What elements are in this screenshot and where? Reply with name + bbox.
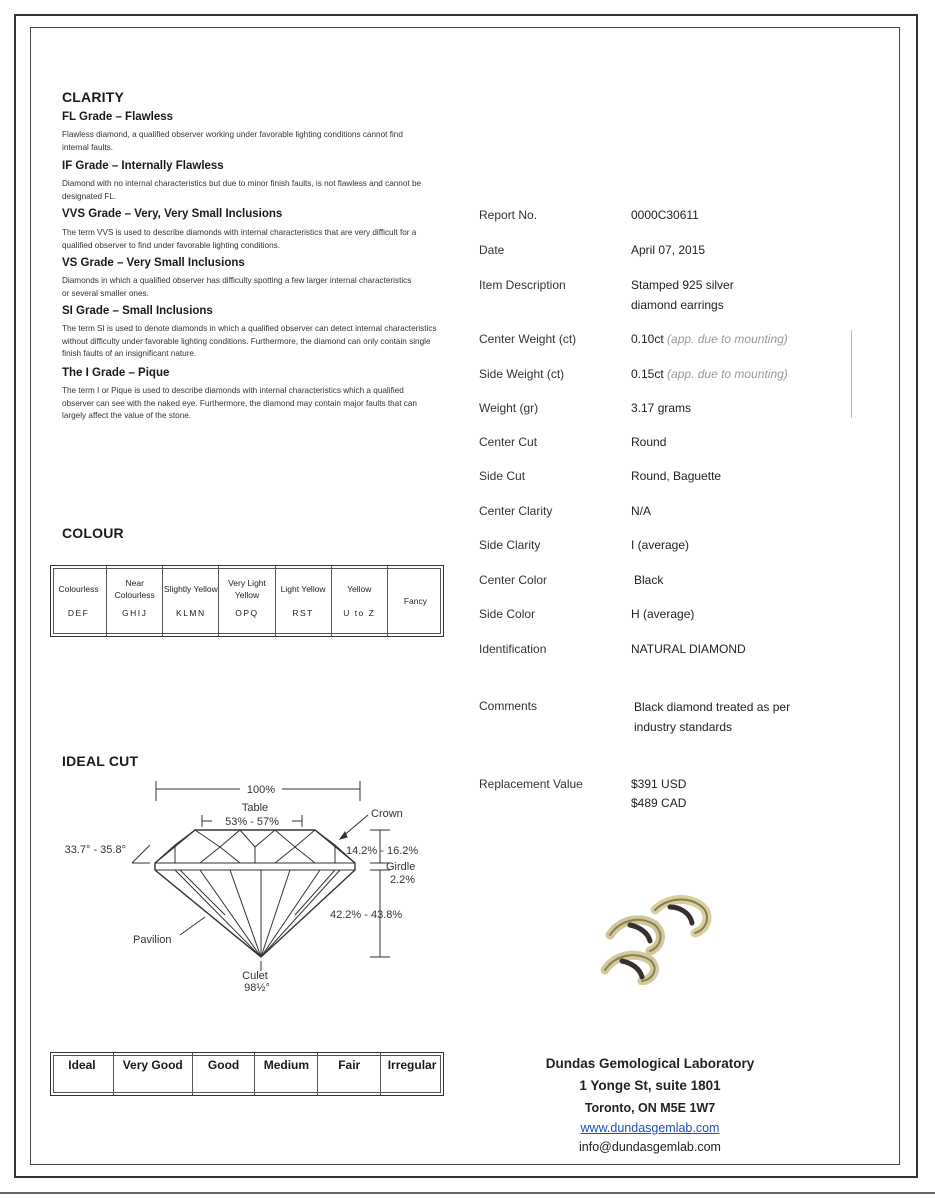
lab-email[interactable]: info@dundasgemlab.com	[579, 1140, 721, 1154]
ideal-cut-title: IDEAL CUT	[62, 753, 139, 769]
center-clarity-label: Center Clarity	[479, 504, 553, 518]
colour-cell	[51, 566, 107, 636]
cut-grade-cell: Ideal	[51, 1053, 114, 1095]
grade-si-text: The term SI is used to denote diamonds in which a qualified observer can detect internal characteristics without difficulty under favorable lighting conditions. Furthermore, the diamond can only contain single finish faults of an insignificant nature.	[62, 324, 437, 358]
colour-cell	[163, 566, 219, 636]
colour-cell	[332, 566, 388, 636]
girdle-value-label: 2.2%	[390, 874, 416, 886]
grade-vs-text: Diamonds in which a qualified observer has difficulty spotting a few larger internal characteristics or several smaller ones.	[62, 276, 412, 298]
lab-address-2: Toronto, ON M5E 1W7	[584, 1101, 716, 1115]
colour-cell	[388, 566, 443, 636]
side-color-label: Side Color	[479, 607, 536, 621]
item-description-value: Stamped 925 silver	[631, 278, 734, 292]
side-weight-label: Side Weight (ct)	[479, 367, 565, 381]
item-description-label: Item Description	[479, 278, 566, 292]
center-color-label: Center Color	[479, 573, 548, 587]
side-weight-note: (app. due to mounting)	[667, 367, 788, 381]
colour-cell-grades: OPQ	[235, 608, 259, 618]
side-color-value: H (average)	[631, 607, 695, 621]
grade-fl-heading: FL Grade – Flawless	[62, 111, 174, 123]
colour-cell-name: Yellow	[347, 584, 372, 594]
crown-angle-label: 33.7° - 35.8°	[64, 844, 126, 856]
item-description-value-2: diamond earrings	[631, 298, 724, 312]
lab-name: Dundas Gemological Laboratory	[545, 1056, 755, 1071]
lab-website-link[interactable]: www.dundasgemlab.com	[580, 1121, 720, 1135]
colour-cell-name: Near Colourless	[114, 578, 155, 600]
culet-label: Culet	[242, 970, 268, 982]
grade-if-heading: IF Grade – Internally Flawless	[62, 160, 224, 172]
identification-value: NATURAL DIAMOND	[631, 642, 746, 656]
cut-grade-table	[50, 1052, 444, 1096]
side-cut-label: Side Cut	[479, 469, 526, 483]
replacement-value-label: Replacement Value	[479, 777, 583, 791]
comments-value: Black diamond treated as per	[634, 700, 791, 714]
pavilion-label: Pavilion	[133, 934, 172, 946]
colour-title: COLOUR	[62, 525, 124, 541]
date-label: Date	[479, 243, 505, 257]
center-color-value: Black	[634, 573, 664, 587]
report-no-value: 0000C30611	[631, 208, 699, 222]
colour-cell-name: Light Yellow	[280, 584, 326, 594]
table-label: Table	[241, 802, 269, 814]
pavilion-depth-label: 42.2% - 43.8%	[330, 909, 403, 921]
weight-label: Weight (gr)	[479, 401, 539, 415]
grade-i-text: The term I or Pique is used to describe diamonds with internal characteristics which a qualified observer can see with the naked eye. Furthermore, the diamond may contain major faults that can largely affect the value of the stone.	[62, 386, 417, 420]
grade-si-heading: SI Grade – Small Inclusions	[62, 305, 213, 317]
colour-cell-grades: RST	[292, 608, 314, 618]
side-clarity-value: I (average)	[631, 538, 690, 552]
grade-fl-text: Flawless diamond, a qualified observer working under favorable lighting conditions cannot find internal faults.	[62, 130, 403, 152]
date-value: April 07, 2015	[631, 243, 706, 257]
colour-scale-table	[50, 565, 444, 637]
crown-label: Crown	[371, 808, 403, 820]
report-no-label: Report No.	[479, 208, 538, 222]
colour-cell-name: Very Light Yellow	[228, 578, 266, 600]
grade-i-heading: The I Grade – Pique	[62, 367, 170, 379]
side-clarity-label: Side Clarity	[479, 538, 541, 552]
identification-label: Identification	[479, 642, 547, 656]
center-weight-label: Center Weight (ct)	[479, 332, 577, 346]
width-label: 100%	[246, 784, 276, 796]
earrings-photo	[600, 885, 720, 985]
cut-grade-cell: Fair	[318, 1053, 381, 1095]
center-weight-row	[631, 329, 788, 349]
clarity-title: CLARITY	[62, 89, 125, 105]
ideal-cut-diagram	[50, 775, 450, 1000]
grade-vvs-text: The term VVS is used to describe diamonds with internal characteristics that are very difficult for a qualified observer to find under favorable lighting conditions.	[62, 228, 417, 250]
lab-address-1: 1 Yonge St, suite 1801	[579, 1078, 721, 1093]
cut-grade-cell: Good	[193, 1053, 256, 1095]
table-range-label: 53% - 57%	[225, 816, 279, 828]
colour-cell-name: Fancy	[403, 596, 427, 606]
center-weight-note: (app. due to mounting)	[667, 332, 788, 346]
scan-edge-line	[0, 1192, 935, 1194]
colour-cell-grades: U to Z	[343, 608, 376, 618]
weight-value: 3.17 grams	[631, 401, 692, 415]
comments-label: Comments	[479, 699, 538, 713]
colour-cell-name: Colourless	[58, 584, 99, 594]
side-weight-value: 0.15ct	[631, 367, 664, 381]
colour-cell-grades: DEF	[67, 608, 90, 618]
center-clarity-value: N/A	[631, 504, 652, 518]
colour-cell	[276, 566, 332, 636]
colour-cell	[219, 566, 275, 636]
colour-cell-grades: KLMN	[176, 608, 206, 618]
center-cut-value: Round	[631, 435, 667, 449]
colour-cell	[107, 566, 163, 636]
cut-grade-cell: Very Good	[114, 1053, 193, 1095]
center-weight-value: 0.10ct	[631, 332, 664, 346]
crown-height-label: 14.2% - 16.2%	[346, 845, 419, 857]
culet-value-label: 98½°	[244, 982, 270, 994]
girdle-label: Girdle	[386, 861, 416, 873]
margin-line	[851, 330, 852, 418]
center-cut-label: Center Cut	[479, 435, 538, 449]
grade-vs-heading: VS Grade – Very Small Inclusions	[62, 257, 245, 269]
replacement-value-cad: $489 CAD	[631, 796, 687, 810]
colour-cell-grades: GHIJ	[122, 608, 148, 618]
replacement-value-usd: $391 USD	[631, 777, 687, 791]
cut-grade-cell: Medium	[255, 1053, 318, 1095]
comments-value-2: industry standards	[634, 720, 733, 734]
grade-vvs-heading: VVS Grade – Very, Very Small Inclusions	[62, 208, 283, 220]
side-weight-row	[631, 364, 788, 384]
cut-grade-cell: Irregular	[387, 1058, 437, 1072]
side-cut-value: Round, Baguette	[631, 469, 722, 483]
colour-cell-name: Slightly Yellow	[163, 584, 218, 594]
grade-if-text: Diamond with no internal characteristics but due to minor finish faults, is not flawless and cannot be designated FL.	[62, 179, 422, 201]
